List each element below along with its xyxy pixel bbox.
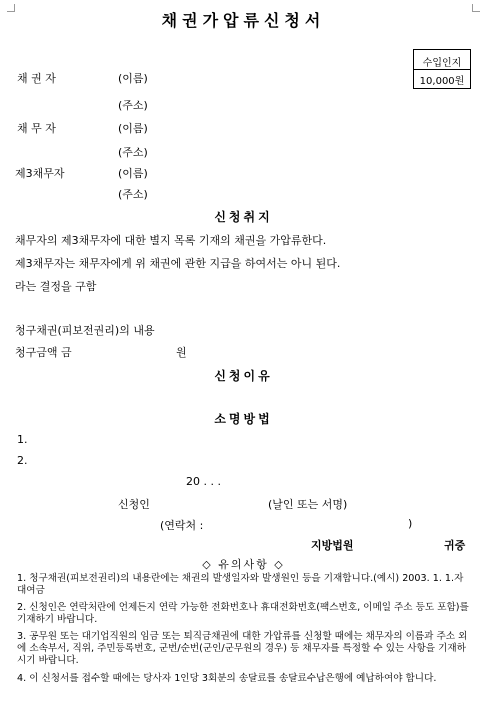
third-debtor-address: (주소) (118, 188, 148, 201)
filing-date: 20 . . . (186, 475, 221, 488)
stamp-divider (414, 69, 470, 70)
contact-label: (연락처 : (160, 519, 204, 532)
revenue-stamp-box (413, 49, 471, 89)
evidence-heading: 소명방법 (214, 412, 273, 426)
debtor-label: 채 무 자 (17, 122, 56, 135)
reason-heading: 신청이유 (214, 369, 273, 383)
debtor-address: (주소) (118, 146, 148, 159)
stamp-amount: 10,000원 (419, 76, 465, 87)
third-debtor-label: 제3채무자 (15, 167, 65, 180)
seal-or-signature: (날인 또는 서명) (268, 498, 348, 511)
notes-title: ◇ 유의사항 ◇ (202, 558, 285, 571)
claim-amount-unit: 원 (176, 346, 187, 359)
creditor-address: (주소) (118, 99, 148, 112)
note-item-3: 3. 공무원 또는 대기업직원의 임금 또는 퇴직금채권에 대한 가압류를 신청할 때에는 채무자의 이름과 주소 외에 소속부서, 직위, 주민등록번호, 군번/순번(군인/군무원의 경우) 등 채무자를 특정할 수 있는 사항을 기재하시기 바랍니다. (17, 631, 468, 666)
document-title: 채권가압류신청서 (161, 11, 326, 30)
debtor-name: (이름) (118, 122, 148, 135)
applicant-label: 신청인 (118, 498, 150, 511)
addressee: 귀중 (444, 539, 466, 552)
contact-close: ) (408, 517, 413, 530)
purpose-heading: 신청취지 (214, 210, 273, 224)
evidence-item-2: 2. (17, 454, 28, 467)
stamp-label: 수입인지 (422, 58, 462, 69)
purpose-line-1: 채무자의 제3채무자에 대한 별지 목록 기재의 채권을 가압류한다. (15, 234, 327, 247)
note-item-4: 4. 이 신청서를 접수할 때에는 당사자 1인당 3회분의 송달료를 송달료수납은행에 예납하여야 합니다. (17, 673, 437, 684)
third-debtor-name: (이름) (118, 167, 148, 180)
claim-content-label: 청구채권(피보전권리)의 내용 (15, 324, 155, 337)
creditor-name: (이름) (118, 72, 148, 85)
creditor-label: 채 권 자 (17, 72, 56, 85)
purpose-line-2: 제3채무자는 채무자에게 위 채권에 관한 지급을 하여서는 아니 된다. (15, 257, 341, 270)
note-item-2: 2. 신청인은 연락처란에 언제든지 연락 가능한 전화번호나 휴대전화번호(팩스번호, 이메일 주소 등도 포함)를 기재하기 바랍니다. (17, 602, 469, 625)
court-name: 지방법원 (311, 539, 354, 552)
claim-amount-label: 청구금액 금 (15, 346, 72, 359)
evidence-item-1: 1. (17, 433, 28, 446)
purpose-line-3: 라는 결정을 구함 (15, 280, 97, 293)
note-item-1: 1. 청구채권(피보전권리)의 내용란에는 채권의 발생일자와 발생원인 등을 기재합니다.(예시) 2003. 1. 1.자 대여금 (17, 573, 464, 596)
